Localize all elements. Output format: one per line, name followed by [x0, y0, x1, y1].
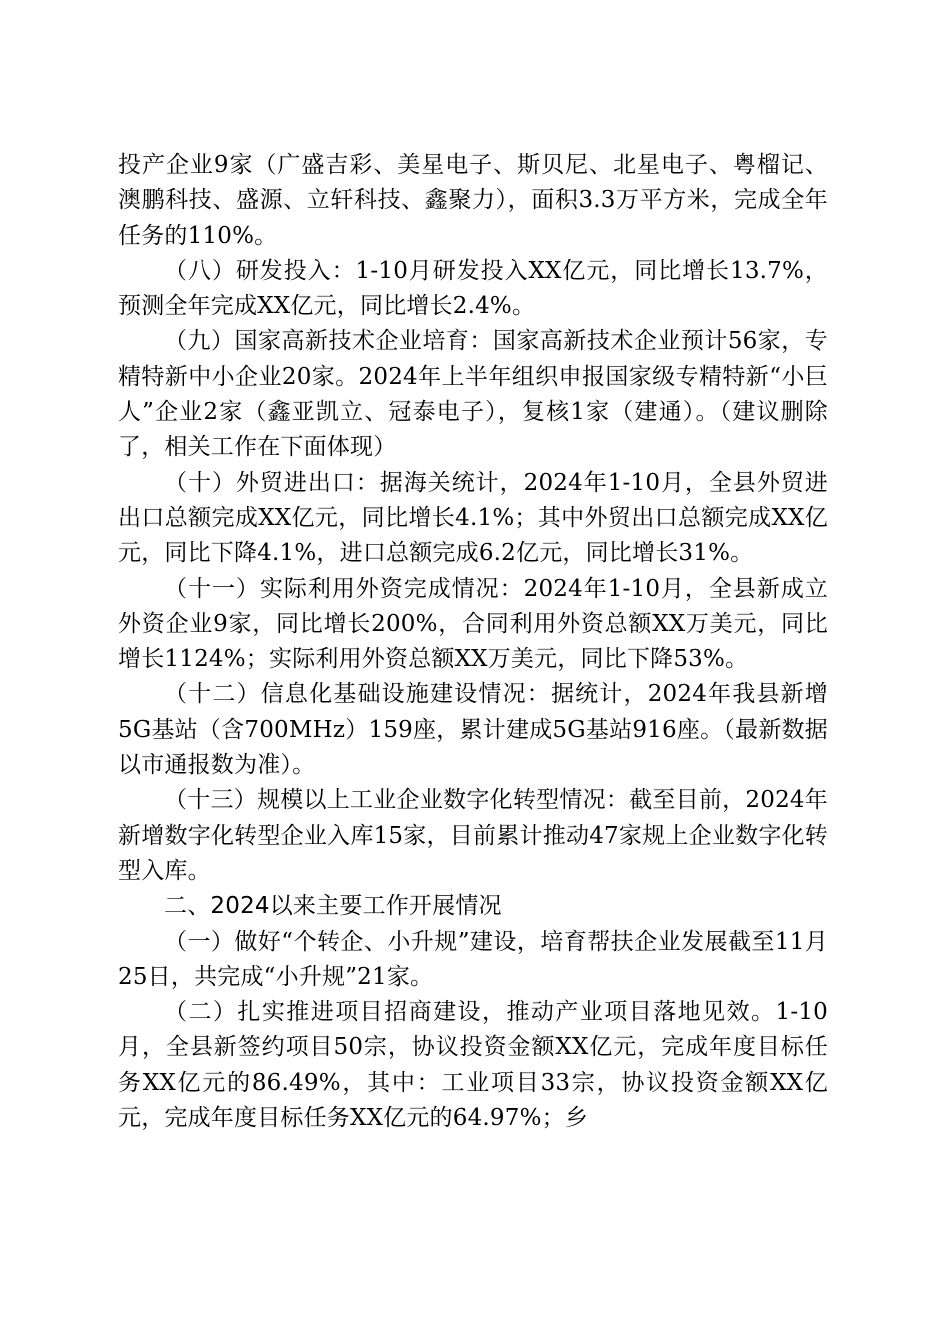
paragraph-investment-enterprises: 投产企业9家（广盛吉彩、美星电子、斯贝尼、北星电子、粤榴记、澳鹏科技、盛源、立轩科技、鑫聚力），面积3.3万平方米，完成全年任务的110%。	[118, 152, 828, 249]
document-body	[118, 148, 828, 1136]
paragraph-project-investment: （二）扎实推进项目招商建设，推动产业项目落地见效。1-10月，全县新签约项目50宗，协议投资金额XX亿元，完成年度目标任务XX亿元的86.49%，其中：工业项目33宗，协议投资金额XX亿元，完成年度目标任务XX亿元的64.97%；乡	[118, 999, 828, 1132]
paragraph-digital-transformation: （十三）规模以上工业企业数字化转型情况：截至目前，2024年新增数字化转型企业入库15家，目前累计推动47家规上企业数字化转型入库。	[118, 787, 828, 884]
paragraph-high-tech-enterprises: （九）国家高新技术企业培育：国家高新技术企业预计56家，专精特新中小企业20家。2024年上半年组织申报国家级专精特新“小巨人”企业2家（鑫亚凯立、冠泰电子），复核1家（建通）。（建议删除了，相关工作在下面体现）	[118, 328, 828, 461]
section-heading-main-work: 二、2024以来主要工作开展情况	[164, 893, 502, 920]
paragraph-5g-infrastructure: （十二）信息化基础设施建设情况：据统计，2024年我县新增5G基站（含700MHz）159座，累计建成5G基站916座。（最新数据以市通报数为准）。	[118, 681, 828, 779]
paragraph-small-to-large: （一）做好“个转企、小升规”建设，培育帮扶企业发展截至11月25日，共完成“小升规”21家。	[118, 928, 828, 990]
paragraph-foreign-trade: （十）外贸进出口：据海关统计，2024年1-10月，全县外贸进出口总额完成XX亿元，同比增长4.1%；其中外贸出口总额完成XX亿元，同比下降4.1%，进口总额完成6.2亿元，同比增长31%。	[118, 469, 828, 567]
paragraph-rd-investment: （八）研发投入：1-10月研发投入XX亿元，同比增长13.7%，预测全年完成XX亿元，同比增长2.4%。	[118, 257, 828, 320]
paragraph-foreign-investment: （十一）实际利用外资完成情况：2024年1-10月，全县新成立外资企业9家，同比增长200%，合同利用外资总额XX万美元，同比增长1124%；实际利用外资总额XX万美元，同比下降53%。	[118, 575, 828, 673]
